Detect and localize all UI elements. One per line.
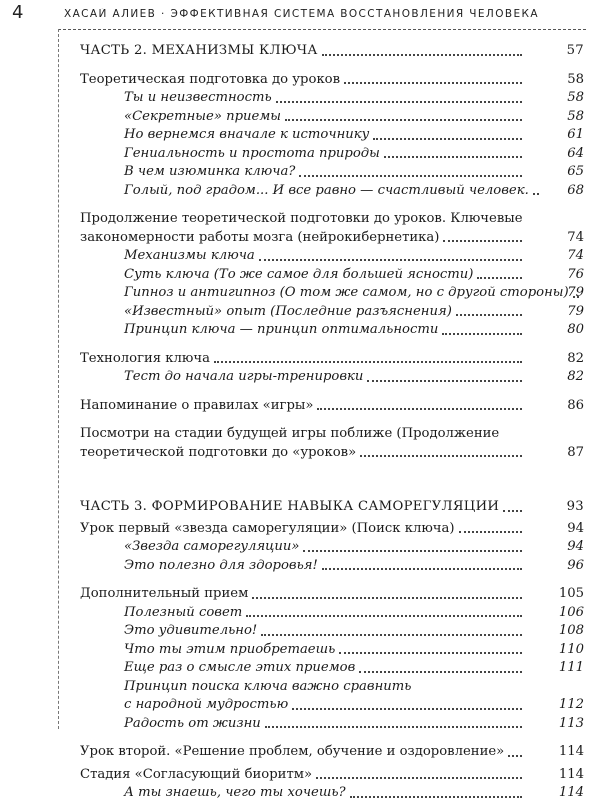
toc-page: 114: [558, 785, 584, 800]
page-number: 4: [12, 2, 24, 23]
dot-leader: [456, 314, 522, 316]
dot-leader: [285, 119, 522, 121]
toc-title: Что ты этим приобретаешь: [124, 641, 336, 657]
running-title: ХАСАЙ АЛИЕВ · ЭФФЕКТИВНАЯ СИСТЕМА ВОССТАНОВЛЕНИЯ ЧЕЛОВЕКА: [64, 8, 539, 20]
toc-page: 58: [567, 71, 584, 87]
dot-leader: [443, 240, 522, 242]
toc-page: 82: [567, 350, 584, 366]
dot-leader: [503, 510, 522, 512]
toc-subentry: [80, 604, 584, 623]
dot-leader: [261, 634, 522, 636]
toc-title: ЧАСТЬ 3. ФОРМИРОВАНИЕ НАВЫКА САМОРЕГУЛЯЦИИ: [80, 499, 500, 514]
toc-subentry: [80, 659, 584, 678]
toc-title-line: Продолжение теоретической подготовки до уроков. Ключевые: [80, 211, 523, 226]
toc-page: 111: [558, 660, 584, 675]
toc-page: 74: [567, 248, 584, 263]
dot-leader: [322, 568, 522, 570]
toc-title: Ты и неизвестность: [124, 90, 272, 105]
toc-page: 74: [567, 229, 584, 245]
toc-title: Полезный совет: [124, 604, 243, 620]
toc-title: Урок первый «звезда саморегуляции» (Поиск ключа): [80, 520, 455, 536]
toc-page: 113: [558, 715, 584, 731]
toc-subentry: [80, 284, 584, 303]
toc-page: 112: [558, 697, 584, 712]
dot-leader: [360, 455, 522, 457]
toc-subentry: [80, 108, 584, 127]
toc-title: Суть ключа (То же самое для большей ясности): [124, 266, 474, 282]
toc-page: 106: [558, 604, 584, 620]
toc-title: А ты знаешь, чего ты хочешь?: [124, 785, 346, 800]
toc-subentry: [80, 89, 584, 108]
toc-subentry: [80, 557, 584, 576]
dot-leader: [533, 193, 539, 195]
dot-leader: [322, 54, 522, 56]
toc-title: Гениальность и простота природы: [124, 145, 380, 161]
dot-leader: [299, 175, 522, 177]
dot-leader: [316, 777, 522, 779]
toc-title: Это удивительно!: [124, 623, 258, 638]
dot-leader: [292, 708, 522, 710]
toc-page: 64: [567, 145, 584, 161]
toc-subentry: [80, 321, 584, 340]
toc-title: Напоминание о правилах «игры»: [80, 397, 314, 413]
dot-leader: [373, 138, 522, 140]
toc-entry-multiline: [80, 210, 584, 247]
toc-page: 79: [567, 303, 584, 319]
dot-leader: [477, 277, 522, 279]
margin-rule: [58, 29, 59, 729]
toc-page: 93: [566, 499, 584, 514]
toc-subentry: [80, 303, 584, 322]
toc-page: 114: [558, 744, 584, 759]
toc-page: 76: [567, 266, 584, 282]
toc-subentry: [80, 784, 584, 803]
toc-title: Принцип ключа — принцип оптимальности: [124, 322, 439, 337]
dot-leader: [344, 82, 522, 84]
dot-leader: [214, 361, 522, 363]
toc-page: 80: [567, 322, 584, 337]
dot-leader: [508, 755, 522, 757]
toc-page: 68: [567, 182, 584, 198]
dot-leader: [276, 101, 522, 103]
dot-leader: [350, 796, 522, 798]
toc-subentry: [80, 538, 584, 557]
toc-title: Теоретическая подготовка до уроков: [80, 71, 341, 87]
toc-subentry: [80, 163, 584, 182]
toc-title: Механизмы ключа: [124, 248, 255, 263]
toc-title: Технология ключа: [80, 350, 210, 366]
toc-title: Тест до начала игры-тренировки: [124, 369, 364, 384]
toc-entry: [80, 766, 584, 785]
toc-title: Гипноз и антигипноз (О том же самом, но с другой стороны): [124, 285, 569, 300]
toc-title: Еще раз о смысле этих приемов: [124, 660, 356, 675]
toc-title-line: Принцип поиска ключа важно сравнить: [124, 678, 412, 694]
toc-subentry: [80, 622, 584, 641]
toc-subentry: [80, 145, 584, 164]
toc-title-line: теоретической подготовки до «уроков»: [80, 444, 357, 460]
toc-entry: [80, 397, 584, 416]
dot-leader: [246, 615, 522, 617]
dot-leader: [359, 671, 522, 673]
toc-page: 114: [558, 766, 584, 782]
toc-title-line: с народной мудростью: [124, 697, 289, 712]
dot-leader: [265, 726, 522, 728]
toc-subentry: [80, 715, 584, 734]
toc-title: Урок второй. «Решение проблем, обучение и оздоровление»: [80, 744, 505, 759]
toc-title-line: Посмотри на стадии будущей игры поближе (Продолжение: [80, 426, 500, 441]
toc-page: 79: [567, 285, 584, 300]
dot-leader: [259, 259, 522, 261]
toc-title: Стадия «Согласующий биоритм»: [80, 766, 313, 782]
toc-subentry-multiline: [80, 678, 584, 715]
toc-page: 58: [567, 108, 584, 124]
toc-page: 94: [567, 539, 584, 554]
toc-entry-part-2: [80, 42, 584, 61]
table-of-contents: [80, 42, 584, 803]
toc-page: 110: [558, 641, 584, 657]
toc-title: Дополнительный прием: [80, 586, 249, 601]
dot-leader: [339, 652, 522, 654]
toc-page: 58: [567, 90, 584, 105]
toc-page: 61: [567, 127, 584, 142]
toc-page: 87: [567, 444, 584, 460]
dot-leader: [303, 550, 522, 552]
dot-leader: [252, 597, 522, 599]
toc-subentry: [80, 247, 584, 266]
toc-page: 57: [566, 43, 584, 58]
toc-subentry: [80, 266, 584, 285]
toc-page: 82: [567, 369, 584, 384]
toc-subentry: [80, 126, 584, 145]
toc-page: 105: [558, 586, 584, 601]
toc-title: «Известный» опыт (Последние разъяснения): [124, 303, 452, 319]
toc-page: 108: [558, 623, 584, 638]
dot-leader: [384, 156, 522, 158]
toc-subentry: [80, 641, 584, 660]
toc-page: 96: [567, 557, 584, 573]
toc-page: 65: [567, 164, 584, 179]
toc-entry: [80, 71, 584, 90]
toc-title: Но вернемся вначале к источнику: [124, 127, 370, 142]
toc-entry: [80, 350, 584, 369]
toc-title: В чем изюминка ключа?: [124, 164, 296, 179]
toc-title: Голый, под градом... И все равно — счастливый человек.: [124, 182, 529, 198]
toc-entry-multiline: [80, 425, 584, 462]
header-rule: [58, 29, 586, 30]
toc-title: «Секретные» приемы: [124, 108, 281, 124]
toc-entry-part-3: [80, 498, 584, 517]
toc-entry: [80, 585, 584, 604]
toc-subentry: [80, 368, 584, 387]
toc-title: «Звезда саморегуляции»: [124, 539, 300, 554]
toc-page: 86: [567, 397, 584, 413]
toc-page: 94: [567, 520, 584, 536]
toc-title: Это полезно для здоровья!: [124, 557, 318, 573]
dot-leader: [367, 380, 522, 382]
toc-title: ЧАСТЬ 2. МЕХАНИЗМЫ КЛЮЧА: [80, 43, 318, 58]
toc-subentry: [80, 182, 584, 201]
toc-title: Радость от жизни: [124, 715, 261, 731]
dot-leader: [317, 408, 522, 410]
toc-title-line: закономерности работы мозга (нейрокибернетика): [80, 229, 440, 245]
dot-leader: [442, 333, 522, 335]
dot-leader: [459, 531, 522, 533]
toc-entry: [80, 743, 584, 762]
toc-entry: [80, 520, 584, 539]
